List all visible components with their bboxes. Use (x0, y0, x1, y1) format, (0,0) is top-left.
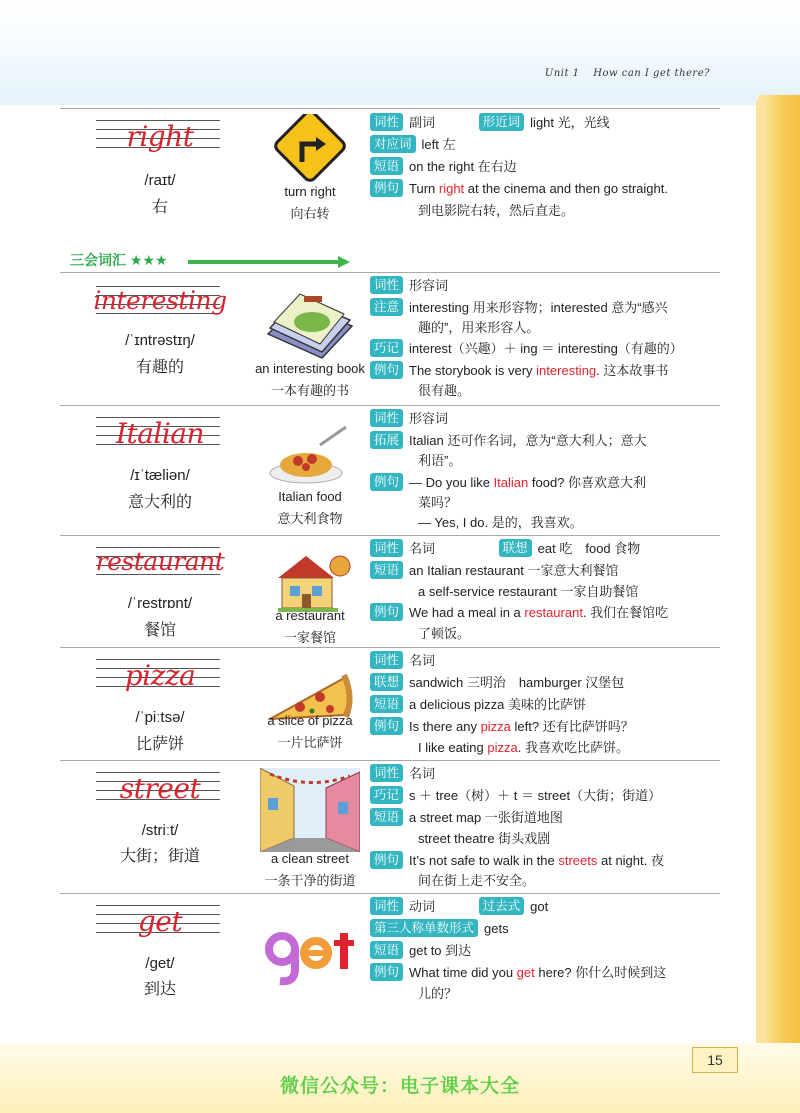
watermark-text: 微信公众号：电子课本大全 (279, 1076, 520, 1097)
vocab-entry-restaurant (60, 535, 720, 647)
tag-label: 例句 (370, 179, 403, 197)
tag-label: 短语 (370, 157, 403, 175)
note-row (370, 134, 720, 155)
tag-label: 形近词 (479, 113, 525, 131)
meaning: 到达 (143, 981, 176, 998)
caption-en: an interesting book (255, 361, 365, 376)
note-text: eat 吃 food 食物 (537, 541, 641, 556)
get-letters-art-icon (260, 923, 360, 989)
note-row (370, 896, 720, 917)
page-number: 15 (692, 1047, 738, 1073)
note-row (370, 430, 720, 451)
highlight-word: pizza (480, 719, 511, 734)
note-row (370, 763, 720, 784)
note-row (370, 275, 720, 296)
spaghetti-plate-icon (260, 415, 360, 495)
note-row (370, 156, 720, 177)
note-row (370, 317, 768, 338)
caption-zh: 一片比萨饼 (277, 735, 343, 750)
note-text: a self-service restaurant 一家自助餐馆 (418, 584, 639, 599)
section-header (60, 248, 360, 270)
highlight-word: pizza (487, 740, 518, 755)
note-row: 例句 The storybook is very interesting. 这本故事书 (370, 360, 720, 381)
note-row (370, 623, 768, 644)
tag-label: 过去式 (479, 897, 525, 915)
note-text: left 左 (421, 137, 456, 152)
note-row (370, 672, 720, 693)
highlight-word: right (438, 181, 465, 196)
note-text: 到电影院右转，然后直走。 (418, 203, 575, 218)
note-text: a street map 一张街道地图 (409, 810, 563, 825)
highlight-word: restaurant (524, 605, 583, 620)
note-text: 名词 (409, 541, 436, 556)
tag-label: 例句 (370, 361, 403, 379)
meaning: 右 (151, 199, 168, 216)
note-text: light 光，光线 (530, 115, 610, 130)
tag-label: 例句 (370, 717, 403, 735)
phonetic: /get/ (145, 955, 175, 972)
note-text: got (530, 899, 549, 914)
note-row (370, 538, 720, 559)
vocab-entry-interesting (60, 272, 720, 405)
highlight-word: interesting (536, 363, 597, 378)
tag-label: 例句 (370, 851, 403, 869)
highlight-word: Italian (493, 475, 529, 490)
note-row: 例句 What time did you get here? 你什么时候到这 (370, 962, 720, 983)
meaning: 餐馆 (143, 622, 176, 639)
note-row: 例句 We had a meal in a restaurant. 我们在餐馆吃 (370, 602, 720, 623)
note-text: 名词 (409, 653, 436, 668)
header-band (0, 0, 800, 105)
note-row: I like eating pizza. 我喜欢吃比萨饼。 (418, 740, 629, 755)
note-text: 动词 (409, 899, 436, 914)
note-text: 利语”。 (418, 453, 462, 468)
note-text: 形容词 (409, 411, 449, 426)
caption-zh: 向右转 (290, 206, 330, 221)
note-text: — Yes, I do. 是的，我喜欢。 (418, 515, 583, 530)
note-row (370, 297, 720, 318)
vocab-word: Italian (115, 417, 205, 450)
tag-label: 注意 (370, 298, 403, 316)
note-text: 形容词 (409, 278, 449, 293)
note-row: 例句 Is there any pizza left? 还有比萨饼吗？ (370, 716, 720, 737)
caption-en: a clean street (270, 851, 350, 866)
meaning: 大街；街道 (119, 848, 200, 865)
note-row (370, 918, 720, 939)
turn-right-sign-icon (260, 114, 360, 194)
note-row (370, 940, 720, 961)
unit-title: How can I get there? (593, 68, 710, 79)
tag-label: 词性 (370, 276, 403, 294)
vocab-word: pizza (124, 659, 196, 692)
vocab-entry-right (60, 108, 720, 248)
note-row (370, 983, 768, 1004)
tag-label: 短语 (370, 941, 403, 959)
note-text: 名词 (409, 766, 436, 781)
caption-zh: 一条干净的街道 (264, 873, 356, 888)
caption-zh: 意大利食物 (277, 511, 343, 526)
note-text: sandwich 三明治 hamburger 汉堡包 (409, 675, 625, 690)
note-text: 副词 (409, 115, 436, 130)
vocab-entry-italian (60, 405, 720, 535)
unit-label: Unit 1 (544, 68, 580, 79)
note-text: 趣的”，用来形容人。 (418, 320, 540, 335)
note-row (370, 694, 720, 715)
note-row: 例句 Turn right at the cinema and then go straight. (370, 178, 720, 199)
note-row (370, 512, 768, 533)
tag-label: 例句 (370, 963, 403, 981)
note-row (370, 870, 768, 891)
caption-en: Italian food (278, 489, 342, 504)
note-row (370, 200, 768, 221)
note-row (370, 450, 768, 471)
phonetic: /striːt/ (141, 822, 179, 839)
section-title: 三会词汇 ★★★ (70, 252, 168, 268)
tag-label: 词性 (370, 897, 403, 915)
vocab-word: street (119, 772, 201, 805)
note-text: interest（兴趣）＋ ing ＝ interesting（有趣的） (409, 341, 683, 356)
note-row (370, 785, 720, 806)
note-text: 间在街上走不安全。 (418, 873, 536, 888)
phonetic: /ˈrestrɒnt/ (127, 595, 193, 612)
section-arrow-icon (338, 256, 350, 268)
tag-label: 联想 (370, 673, 403, 691)
note-row (370, 338, 720, 359)
note-row (370, 380, 768, 401)
tag-label: 词性 (370, 409, 403, 427)
meaning: 比萨饼 (135, 736, 184, 753)
tag-label: 对应词 (370, 135, 416, 153)
note-text: Italian 还可作名词，意为“意大利人；意大 (409, 433, 647, 448)
caption-en: turn right (284, 184, 336, 199)
note-row (370, 650, 720, 671)
vocab-word: interesting (93, 286, 227, 315)
note-row (370, 112, 720, 133)
tag-label: 词性 (370, 113, 403, 131)
note-row (370, 560, 720, 581)
highlight-word: streets (558, 853, 598, 868)
note-text: a delicious pizza 美味的比萨饼 (409, 697, 587, 712)
tag-label: 词性 (370, 651, 403, 669)
note-text: an Italian restaurant 一家意大利餐馆 (409, 563, 619, 578)
phonetic: /raɪt/ (144, 172, 176, 189)
street-scene-icon (260, 768, 360, 852)
note-text: interesting 用来形容物；interested 意为“感兴 (409, 300, 668, 315)
tag-label: 例句 (370, 473, 403, 491)
note-row (370, 492, 768, 513)
note-text: get to 到达 (409, 943, 472, 958)
unit-heading (545, 68, 720, 79)
note-text: 儿的？ (418, 986, 458, 1001)
meaning: 意大利的 (127, 494, 192, 511)
caption-en: a slice of pizza (267, 713, 353, 728)
note-row: 例句 It’s not safe to walk in the streets at night. 夜 (370, 850, 720, 871)
tag-label: 词性 (370, 539, 403, 557)
note-row (370, 828, 768, 849)
tag-label: 短语 (370, 695, 403, 713)
vocab-entry-street (60, 760, 720, 893)
tag-label: 联想 (499, 539, 532, 557)
note-row: 例句 — Do you like Italian food? 你喜欢意大利 (370, 472, 720, 493)
tag-label: 例句 (370, 603, 403, 621)
tag-label: 短语 (370, 561, 403, 579)
tag-label: 巧记 (370, 786, 403, 804)
note-text: 很有趣。 (418, 383, 471, 398)
tag-label: 拓展 (370, 431, 403, 449)
phonetic: /ɪˈtæliən/ (130, 467, 190, 484)
tag-label: 词性 (370, 764, 403, 782)
meaning: 有趣的 (135, 359, 184, 376)
note-row (370, 807, 720, 828)
highlight-word: get (516, 965, 535, 980)
caption-zh: 一家餐馆 (283, 630, 336, 645)
note-text: gets (484, 921, 509, 936)
caption-en: a restaurant (275, 608, 345, 623)
page-edge-inner (756, 100, 766, 1113)
vocab-entry-pizza (60, 647, 720, 760)
section-bar (188, 260, 340, 264)
tag-label: 短语 (370, 808, 403, 826)
note-text: 菜吗？ (418, 495, 458, 510)
note-text: 了顿饭。 (418, 626, 471, 641)
vocab-word: right (126, 120, 194, 153)
note-text: on the right 在右边 (409, 159, 517, 174)
vocab-entry-get (60, 893, 720, 1013)
note-row (370, 581, 768, 602)
phonetic: /ˈɪntrəstɪŋ/ (125, 332, 195, 349)
tag-label: 巧记 (370, 339, 403, 357)
caption-zh: 一本有趣的书 (270, 383, 349, 398)
note-row (370, 408, 720, 429)
phonetic: /ˈpiːtsə/ (135, 709, 185, 726)
vocab-word: get (137, 905, 183, 938)
vocab-word: restaurant (95, 547, 225, 576)
note-text: street theatre 街头戏剧 (418, 831, 551, 846)
note-text: s ＋ tree（树）＋ t ＝ street（大街；街道） (409, 788, 662, 803)
tag-label: 第三人称单数形式 (370, 919, 478, 937)
storybook-icon (260, 282, 360, 362)
